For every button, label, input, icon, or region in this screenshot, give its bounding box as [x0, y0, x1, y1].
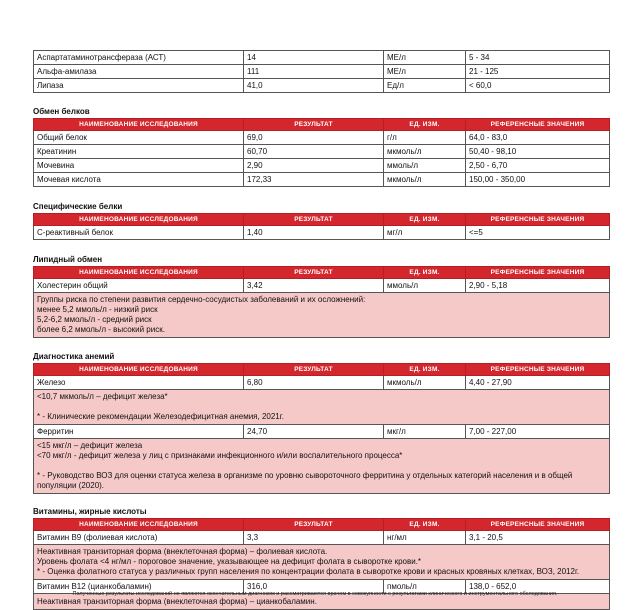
header-result: РЕЗУЛЬТАТ [244, 214, 384, 226]
test-result: 24,70 [244, 425, 384, 439]
table-row [34, 65, 610, 79]
header-name: НАИМЕНОВАНИЕ ИССЛЕДОВАНИЯ [34, 519, 244, 531]
note-line: Группы риска по степени развития сердечно-сосудистых заболеваний и их осложнений: [37, 295, 366, 304]
test-unit: мг/л [384, 226, 466, 240]
test-result: 69,0 [244, 131, 384, 145]
test-name: Витамин В9 (фолиевая кислота) [34, 531, 244, 545]
iron-note [34, 390, 610, 425]
header-name: НАИМЕНОВАНИЕ ИССЛЕДОВАНИЯ [34, 119, 244, 131]
table-header [34, 519, 610, 531]
header-result: РЕЗУЛЬТАТ [244, 364, 384, 376]
table-header [34, 119, 610, 131]
test-reference: 2,50 - 6,70 [466, 159, 610, 173]
test-reference: 7,00 - 227,00 [466, 425, 610, 439]
test-unit: ммоль/л [384, 159, 466, 173]
header-result: РЕЗУЛЬТАТ [244, 519, 384, 531]
test-result: 111 [244, 65, 384, 79]
header-reference: РЕФЕРЕНСНЫЕ ЗНАЧЕНИЯ [466, 267, 610, 279]
test-result: 14 [244, 51, 384, 65]
table-header [34, 267, 610, 279]
table-row [34, 159, 610, 173]
test-unit: Ед/л [384, 79, 466, 93]
test-name: Альфа-амилаза [34, 65, 244, 79]
table-row [34, 79, 610, 93]
header-result: РЕЗУЛЬТАТ [244, 119, 384, 131]
header-unit: ЕД. ИЗМ. [384, 364, 466, 376]
test-result: 2,90 [244, 159, 384, 173]
test-unit: мкмоль/л [384, 145, 466, 159]
b9-note [34, 545, 610, 580]
test-result: 172,33 [244, 173, 384, 187]
note-line: <10,7 мкмоль/л – дефицит железа* [37, 392, 168, 401]
test-reference: 5 - 34 [466, 51, 610, 65]
note-line: Неактивная транзиторная форма (внеклеточная форма) – цианкобаламин. [37, 596, 317, 606]
note-row [34, 390, 610, 425]
header-name: НАИМЕНОВАНИЕ ИССЛЕДОВАНИЯ [34, 267, 244, 279]
table-row [34, 226, 610, 240]
test-reference: 138,0 - 652,0 [466, 580, 610, 594]
test-result: 6,80 [244, 376, 384, 390]
lipid-note [34, 293, 610, 338]
test-reference: 4,40 - 27,90 [466, 376, 610, 390]
table-row [34, 425, 610, 439]
note-line: <70 мкг/л - дефицит железа у лиц с признаками инфекционного и/или воспалительного процесса* [37, 451, 403, 460]
note-line: Неактивная транзиторная форма (внеклеточная форма) – фолиевая кислота. [37, 547, 328, 556]
test-reference: < 60,0 [466, 79, 610, 93]
header-unit: ЕД. ИЗМ. [384, 519, 466, 531]
test-name: Мочевая кислота [34, 173, 244, 187]
note-line [37, 402, 606, 412]
test-name: Креатинин [34, 145, 244, 159]
test-unit: МЕ/л [384, 51, 466, 65]
section-title-specific-proteins: Специфические белки [33, 202, 123, 211]
section-title-vitamins: Витамины, жирные кислоты [33, 507, 147, 516]
test-reference: 64,0 - 83,0 [466, 131, 610, 145]
specific-proteins-table [33, 213, 610, 240]
anemia-table [33, 363, 610, 494]
header-name: НАИМЕНОВАНИЕ ИССЛЕДОВАНИЯ [34, 364, 244, 376]
header-name: НАИМЕНОВАНИЕ ИССЛЕДОВАНИЯ [34, 214, 244, 226]
test-name: Общий белок [34, 131, 244, 145]
test-unit: пмоль/л [384, 580, 466, 594]
test-name: Витамин В12 (цианкобаламин) [34, 580, 244, 594]
test-result: 60,70 [244, 145, 384, 159]
test-name: Железо [34, 376, 244, 390]
table-row [34, 376, 610, 390]
test-name: Липаза [34, 79, 244, 93]
section-title-protein: Обмен белков [33, 107, 90, 116]
ferritin-note [34, 439, 610, 494]
header-unit: ЕД. ИЗМ. [384, 214, 466, 226]
header-unit: ЕД. ИЗМ. [384, 119, 466, 131]
note-line: * - Клинические рекомендации Железодефицитная анемия, 2021г. [37, 412, 284, 421]
test-result: 1,40 [244, 226, 384, 240]
lab-report [33, 50, 609, 610]
test-result: 3,3 [244, 531, 384, 545]
note-row [34, 293, 610, 338]
test-unit: мкг/л [384, 425, 466, 439]
table-header [34, 364, 610, 376]
test-name: Холестерин общий [34, 279, 244, 293]
test-result: 316,0 [244, 580, 384, 594]
header-reference: РЕФЕРЕНСНЫЕ ЗНАЧЕНИЯ [466, 214, 610, 226]
test-unit: МЕ/л [384, 65, 466, 79]
note-line: * - Руководство ВОЗ для оценки статуса железа в организме по уровню сывороточного ферритина у отдельных категорий населения и в общей популяции (2020). [37, 471, 573, 490]
table-row [34, 131, 610, 145]
note-line: Уровень фолата <4 нг/мл - пороговое значение, указывающее на дефицит фолата в сыворотке крови.* [37, 557, 422, 566]
note-line [37, 461, 606, 471]
test-name: Ферритин [34, 425, 244, 439]
note-line: менее 5,2 ммоль/л - низкий риск [37, 305, 158, 314]
test-name: Аспартатаминотрансфераза (АСТ) [34, 51, 244, 65]
test-unit: г/л [384, 131, 466, 145]
table-row [34, 531, 610, 545]
table-row [34, 279, 610, 293]
footer-disclaimer: Полученные результаты исследований не являются окончательным диагнозом и рассматриваются врачом в совокупности с результатами клинического и инструментального обследования. [72, 591, 558, 597]
table-row [34, 145, 610, 159]
test-unit: мкмоль/л [384, 376, 466, 390]
note-row [34, 439, 610, 494]
header-reference: РЕФЕРЕНСНЫЕ ЗНАЧЕНИЯ [466, 119, 610, 131]
header-unit: ЕД. ИЗМ. [384, 267, 466, 279]
note-line: более 6,2 ммоль/л - высокий риск. [37, 325, 165, 334]
test-unit: мкмоль/л [384, 173, 466, 187]
note-line: * - Оценка фолатного статуса у различных групп населения по концентрации фолата в сыворотке крови и красных кровяных клетках, ВОЗ, 2012г. [37, 567, 580, 576]
note-line: <15 мкг/л – дефицит железа [37, 441, 143, 450]
header-reference: РЕФЕРЕНСНЫЕ ЗНАЧЕНИЯ [466, 364, 610, 376]
test-reference: 3,1 - 20,5 [466, 531, 610, 545]
test-name: Мочевина [34, 159, 244, 173]
test-result: 3,42 [244, 279, 384, 293]
test-result: 41,0 [244, 79, 384, 93]
header-result: РЕЗУЛЬТАТ [244, 267, 384, 279]
test-reference: <=5 [466, 226, 610, 240]
lipid-table [33, 266, 610, 338]
section-title-anemia: Диагностика анемий [33, 352, 115, 361]
header-reference: РЕФЕРЕНСНЫЕ ЗНАЧЕНИЯ [466, 519, 610, 531]
note-row [34, 545, 610, 580]
test-reference: 21 - 125 [466, 65, 610, 79]
enzymes-table [33, 50, 610, 93]
test-reference: 2,90 - 5,18 [466, 279, 610, 293]
test-reference: 150,00 - 350,00 [466, 173, 610, 187]
table-row [34, 51, 610, 65]
test-reference: 50,40 - 98,10 [466, 145, 610, 159]
test-name: С-реактивный белок [34, 226, 244, 240]
table-row [34, 173, 610, 187]
protein-table [33, 118, 610, 187]
section-title-lipid: Липидный обмен [33, 255, 103, 264]
note-line: 5,2-6,2 ммоль/л - средний риск [37, 315, 152, 324]
table-header [34, 214, 610, 226]
test-unit: ммоль/л [384, 279, 466, 293]
test-unit: нг/мл [384, 531, 466, 545]
